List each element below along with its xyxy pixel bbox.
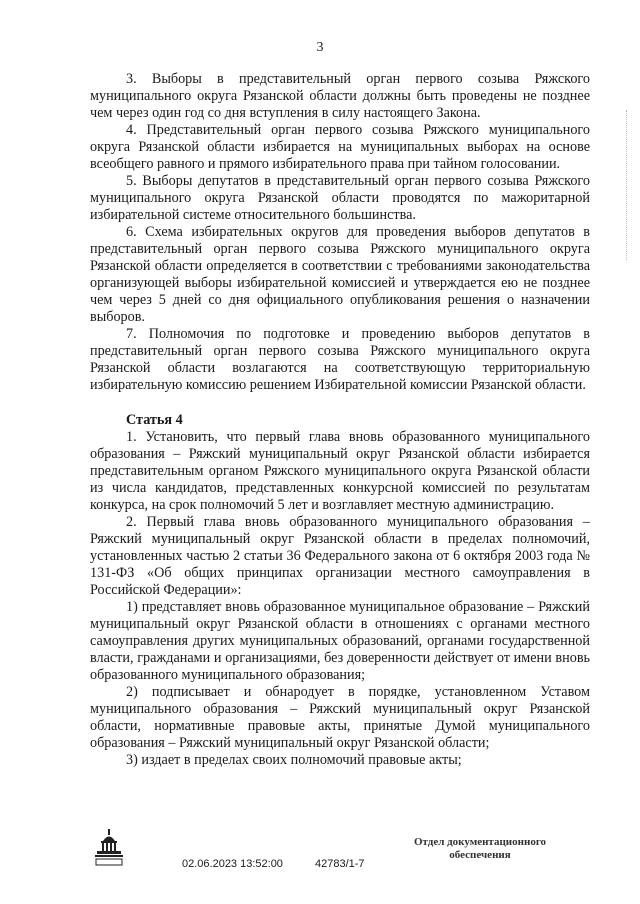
paragraph: 3) издает в пределах своих полномочий правовые акты; — [126, 752, 462, 768]
footer-department: Отдел документационного обеспечения — [413, 836, 547, 861]
document-body — [90, 71, 590, 769]
paragraph: 7. Полномочия по подготовке и проведению выборов депутатов в представительный орган первого созыва Ряжского муниципального округа Рязанской области возлагаются на соответствующую территориальную избирательную комиссию решением Избирательной комиссии Рязанской области. — [90, 326, 590, 393]
paragraph: 4. Представительный орган первого созыва Ряжского муниципального округа Рязанской области избирается на муниципальных выборах на основе всеобщего равного и прямого избирательного права при тайном голосовании. — [90, 122, 590, 172]
footer-doc-number: 42783/1-7 — [315, 858, 365, 870]
paragraph: 5. Выборы депутатов в представительный орган первого созыва Ряжского муниципального округа Рязанской области проводятся по мажоритарной избирательной системе относительного большинства. — [90, 173, 590, 223]
paragraph: 1. Установить, что первый глава вновь образованного муниципального образования – Ряжский муниципальный округ Рязанской области избирается представительным органом Ряжского муниципального округа Рязанской области из числа кандидатов, представленных конкурсной комиссией по результатам конкурса, на срок полномочий 5 лет и возглавляет местную администрацию. — [90, 429, 590, 513]
page-number: 3 — [316, 40, 324, 55]
paragraph: 3. Выборы в представительный орган первого созыва Ряжского муниципального округа Рязанской области должны быть проведены не позднее чем через один год со дня вступления в силу настоящего Закона. — [90, 71, 590, 121]
article-heading: Статья 4 — [126, 412, 183, 428]
paragraph: 6. Схема избирательных округов для проведения выборов депутатов в представительный орган первого созыва Ряжского муниципального округа Рязанской области определяется в соответствии с требованиями законодательства организующей выборы избирательной комиссией и утверждается ею не позднее чем через 5 дней со дня официального опубликования решения о назначении выборов. — [90, 224, 590, 325]
footer-datetime: 02.06.2023 13:52:00 — [182, 858, 283, 870]
duma-building-emblem-icon — [92, 828, 126, 868]
paragraph: 2) подписывает и обнародует в порядке, установленном Уставом муниципального образования – Ряжский муниципальный округ Рязанской области, нормативные правовые акты, принятые Думой муниципального образования – Ряжский муниципальный округ Рязанской области; — [90, 684, 590, 751]
paragraph: 2. Первый глава вновь образованного муниципального образования – Ряжский муниципальный округ Рязанской области в пределах полномочий, установленных частью 2 статьи 36 Федерального закона от 6 октября 2003 года № 131-ФЗ «Об общих принципах организации местного самоуправления в Российской Федерации»: — [90, 514, 590, 598]
margin-scan-mark — [626, 110, 630, 260]
paragraph: 1) представляет вновь образованное муниципальное образование – Ряжский муниципальный округ Рязанской области в отношениях с органами местного самоуправления других муниципальных образований, органами государственной власти, гражданами и организациями, без доверенности действует от имени вновь образованного муниципального образования; — [90, 599, 590, 683]
